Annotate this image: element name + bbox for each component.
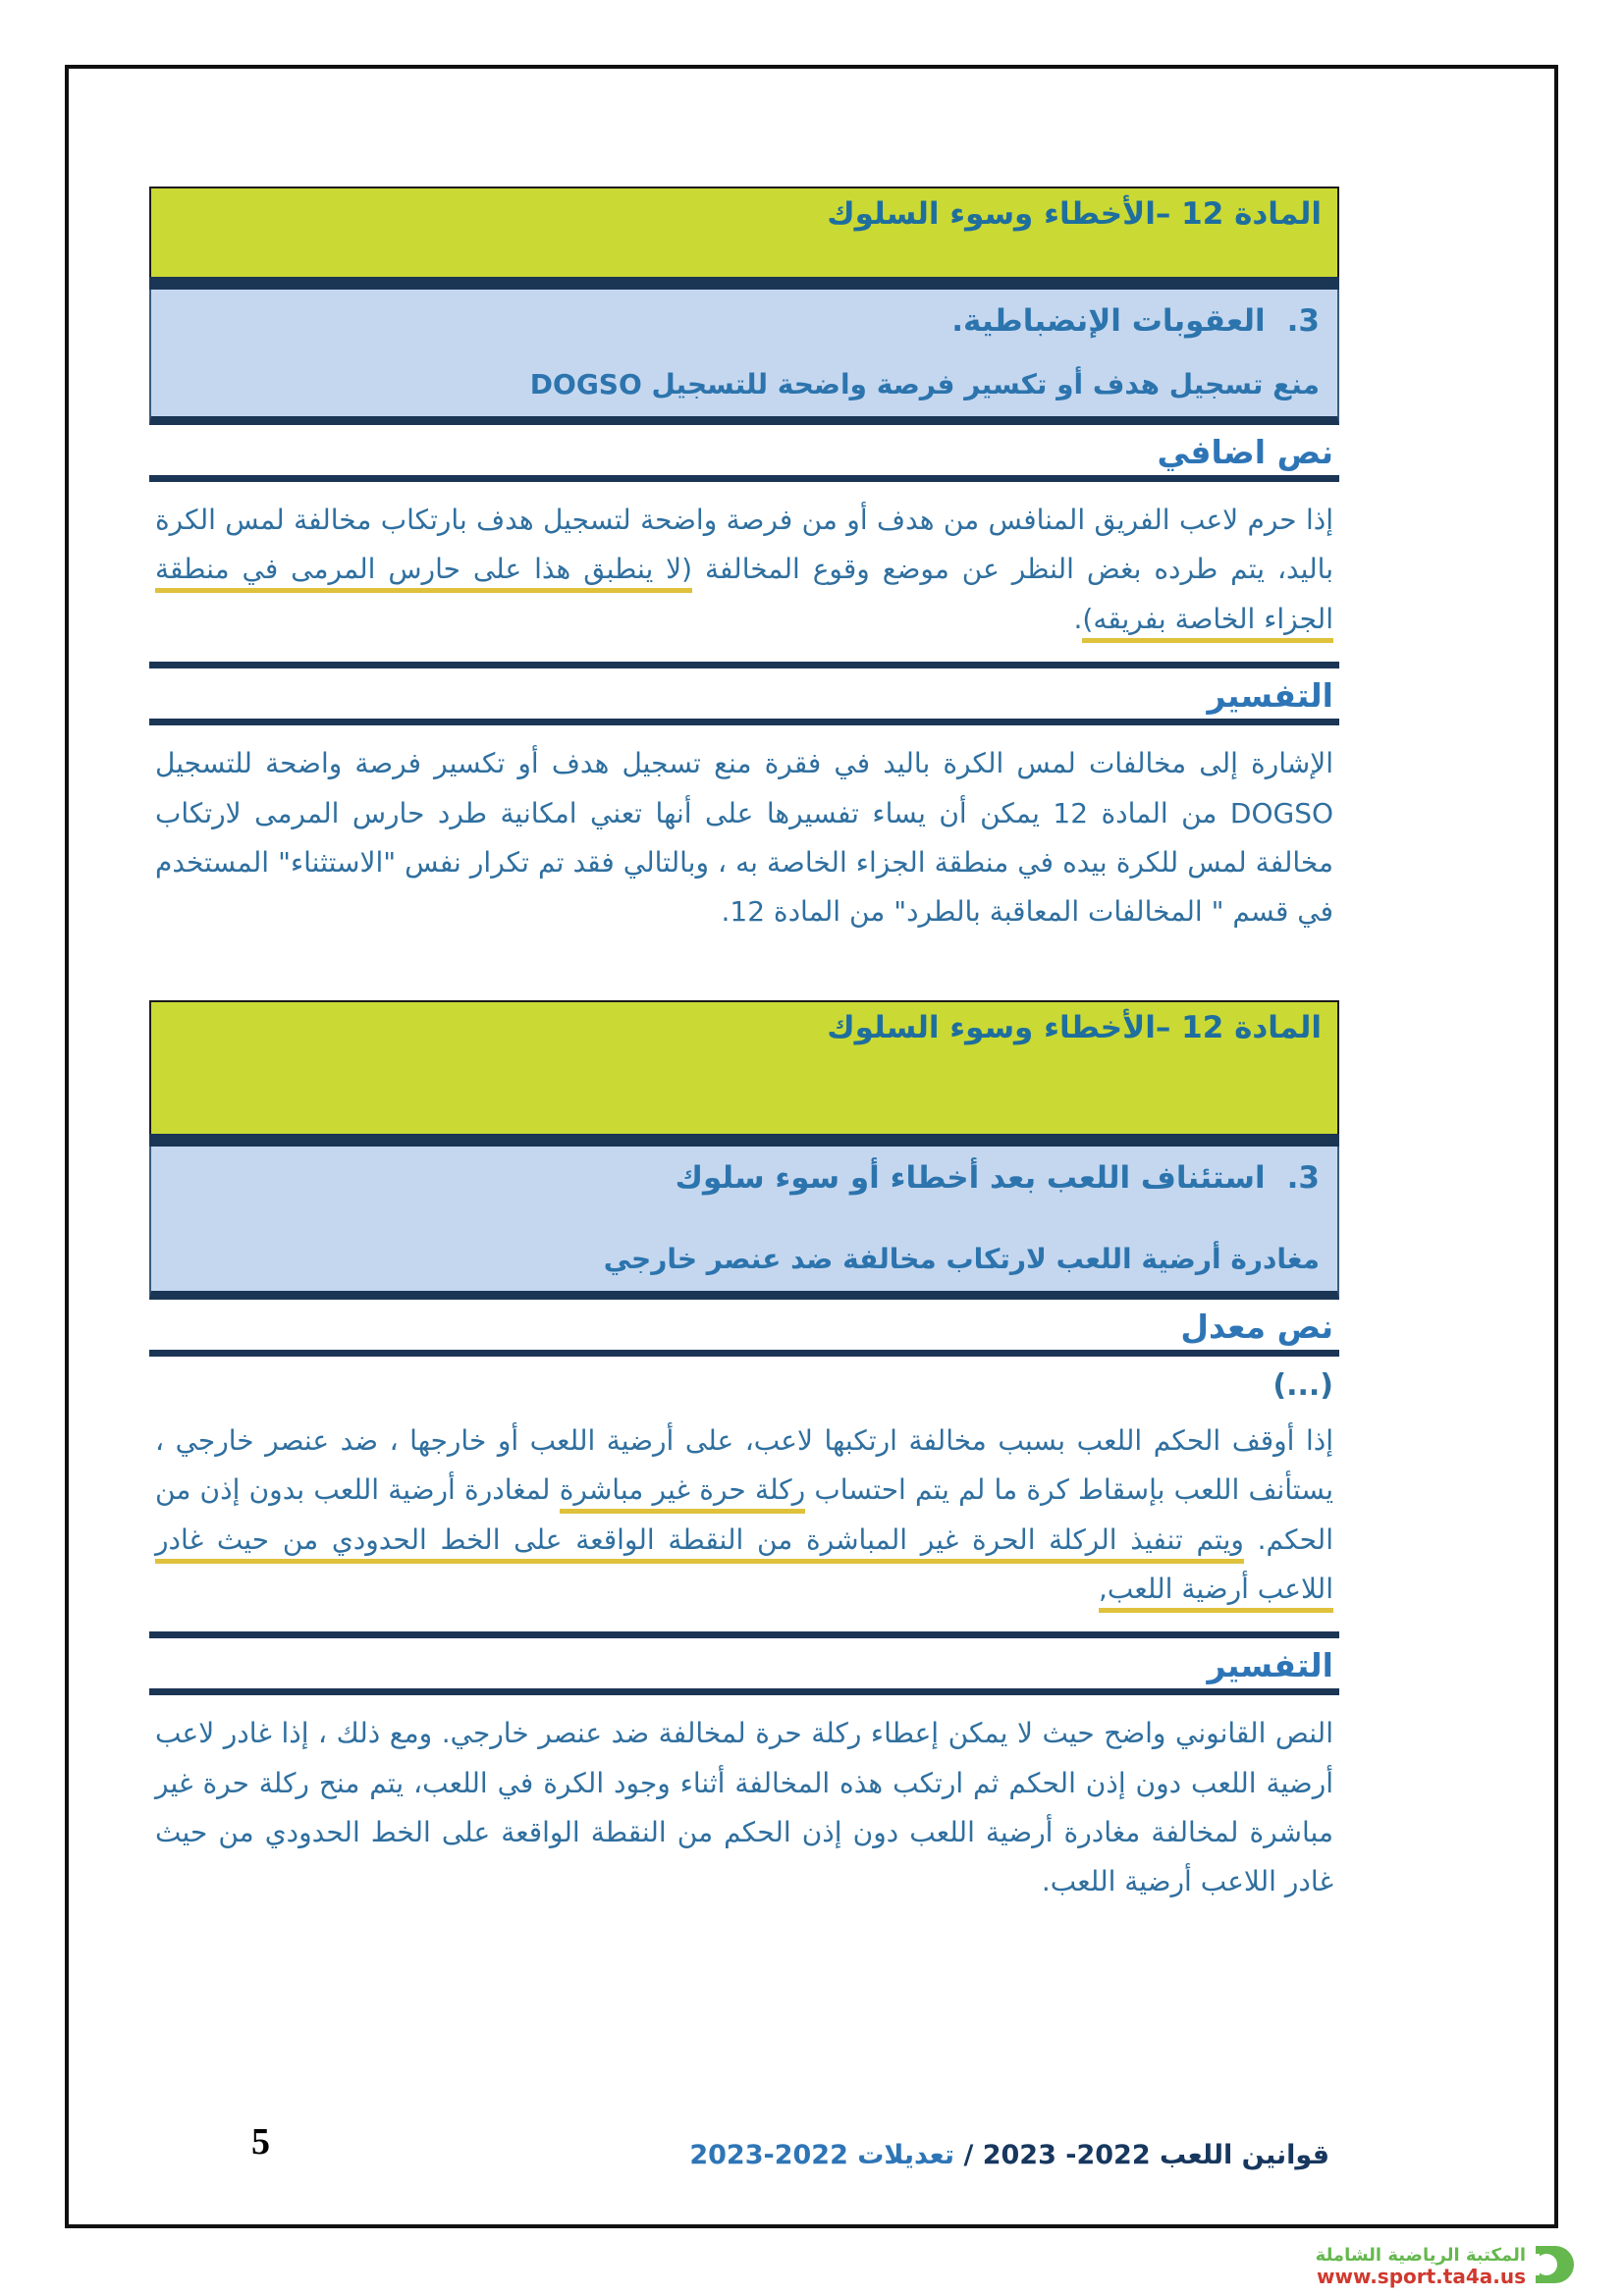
library-logo-icon [1532, 2242, 1577, 2291]
topic-subtitle-1: منع تسجيل هدف أو تكسير فرصة واضحة للتسجيل DOGSO [529, 368, 1320, 400]
paragraph-text: . [1073, 602, 1083, 635]
additional-text-heading: نص اضافي [1157, 433, 1333, 471]
site-logo-text [1316, 2246, 1526, 2287]
paragraph-text: إذا أوقف الحكم اللعب بسبب مخالفة ارتكبها لاعب، على أرضية اللعب أو خارجها ، ضد عنصر خارجي ، يستأنف اللعب بإسقاط كرة ما لم يتم احتساب [155, 1423, 1333, 1507]
footer-laws-label: قوانين اللعب 2022- 2023 / [954, 2140, 1329, 2170]
heading-rule [149, 719, 1339, 725]
topic-title-line-1 [169, 303, 1320, 339]
article-header-bar-2 [149, 1000, 1339, 1134]
section-spacer [149, 955, 1339, 1000]
interpretation-paragraph-2: النص القانوني واضح حيث لا يمكن إعطاء ركلة حرة لمخالفة ضد عنصر خارجي. ومع ذلك ، إذا غادر لاعب أرضية اللعب دون إذن الحكم ثم ارتكب هذه المخالفة أثناء وجود الكرة في اللعب، يتم منح ركلة حرة غير مباشرة لمخالفة مغادرة أرضية اللعب دون إذن الحكم من النقطة الواقعة على الخط الحدودي من حيث غادر اللاعب أرضية اللعب. [155, 1717, 1333, 1898]
topic-subtitle-2: مغادرة أرضية اللعب لارتكاب مخالفة ضد عنصر خارجي [603, 1242, 1320, 1275]
paragraph-text: إذا حرم لاعب الفريق المنافس من هدف أو من فرصة واضحة لتسجيل هدف بارتكاب مخالفة لمس الكرة باليد، يتم طرده بغض النظر عن موضع وقوع المخالفة [155, 504, 1333, 586]
ellipsis-marker: (...) [1272, 1367, 1333, 1403]
interpretation-heading-1: التفسير [1207, 676, 1333, 716]
panel-spacer [169, 1196, 1320, 1243]
topic-number-2: 3. [1286, 1159, 1320, 1196]
heading-rule [149, 1688, 1339, 1695]
page-number: 5 [251, 2121, 270, 2163]
highlighted-underlined-text: (لا ينطبق هذا على حارس المرمى في منطقة الجزاء الخاصة بفريقه) [155, 553, 1333, 642]
article-title-1: المادة 12 –الأخطاء وسوء السلوك [827, 196, 1322, 232]
amended-text-heading: نص معدل [1180, 1307, 1333, 1346]
footer-amendments-label: تعديلات 2022-2023 [689, 2140, 955, 2170]
additional-text-paragraph [155, 496, 1333, 644]
highlighted-underlined-text: ركلة حرة غير مباشرة [560, 1473, 805, 1514]
site-logo-title: المكتبة الرياضية الشاملة [1315, 2245, 1526, 2267]
heading-rule [149, 1350, 1339, 1357]
interpretation-heading-2: التفسير [1207, 1646, 1333, 1685]
site-logo [1316, 2242, 1577, 2291]
topic-panel-1 [149, 290, 1339, 425]
article-header-bar-1 [149, 187, 1339, 277]
header-separator-strip-2 [149, 1134, 1339, 1147]
topic-title-2: استئناف اللعب بعد أخطاء أو سوء سلوك [675, 1159, 1266, 1196]
amended-text-paragraph [155, 1416, 1333, 1615]
topic-title-1: العقوبات الإنضباطية. [951, 303, 1266, 339]
article-title-2: المادة 12 –الأخطاء وسوء السلوك [827, 1009, 1322, 1045]
heading-rule [149, 662, 1339, 668]
topic-number-1: 3. [1286, 303, 1320, 339]
highlighted-underlined-text: ويتم تنفيذ الركلة الحرة غير المباشرة من النقطة الواقعة على الخط الحدودي من حيث غادر اللاعب أرضية اللعب, [155, 1523, 1333, 1613]
interpretation-paragraph-1: الإشارة إلى مخالفات لمس الكرة باليد في فقرة منع تسجيل هدف أو تكسير فرصة واضحة للتسجيل DOGSO من المادة 12 يمكن أن يساء تفسيرها على أنها تعني امكانية طرد حارس المرمى لارتكاب مخالفة لمس للكرة بيده في منطقة الجزاء الخاصة به ، وبالتالي فقد تم تكرار نفس "الاستثناء" المستخدم في قسم " المخالفات المعاقبة بالطرد" من المادة 12. [155, 747, 1333, 929]
paragraph-text: لمغادرة أرضية اللعب بدون إذن من الحكم. [155, 1473, 1333, 1556]
heading-rule [149, 475, 1339, 482]
site-logo-url: www.sport.ta4a.us [1317, 2264, 1526, 2288]
topic-panel-2 [149, 1147, 1339, 1300]
panel-spacer [169, 339, 1320, 368]
topic-title-line-2 [169, 1160, 1320, 1196]
header-separator-strip-1 [149, 277, 1339, 290]
page-footer [689, 2140, 1329, 2170]
heading-rule [149, 1631, 1339, 1638]
document-content [149, 187, 1339, 1925]
